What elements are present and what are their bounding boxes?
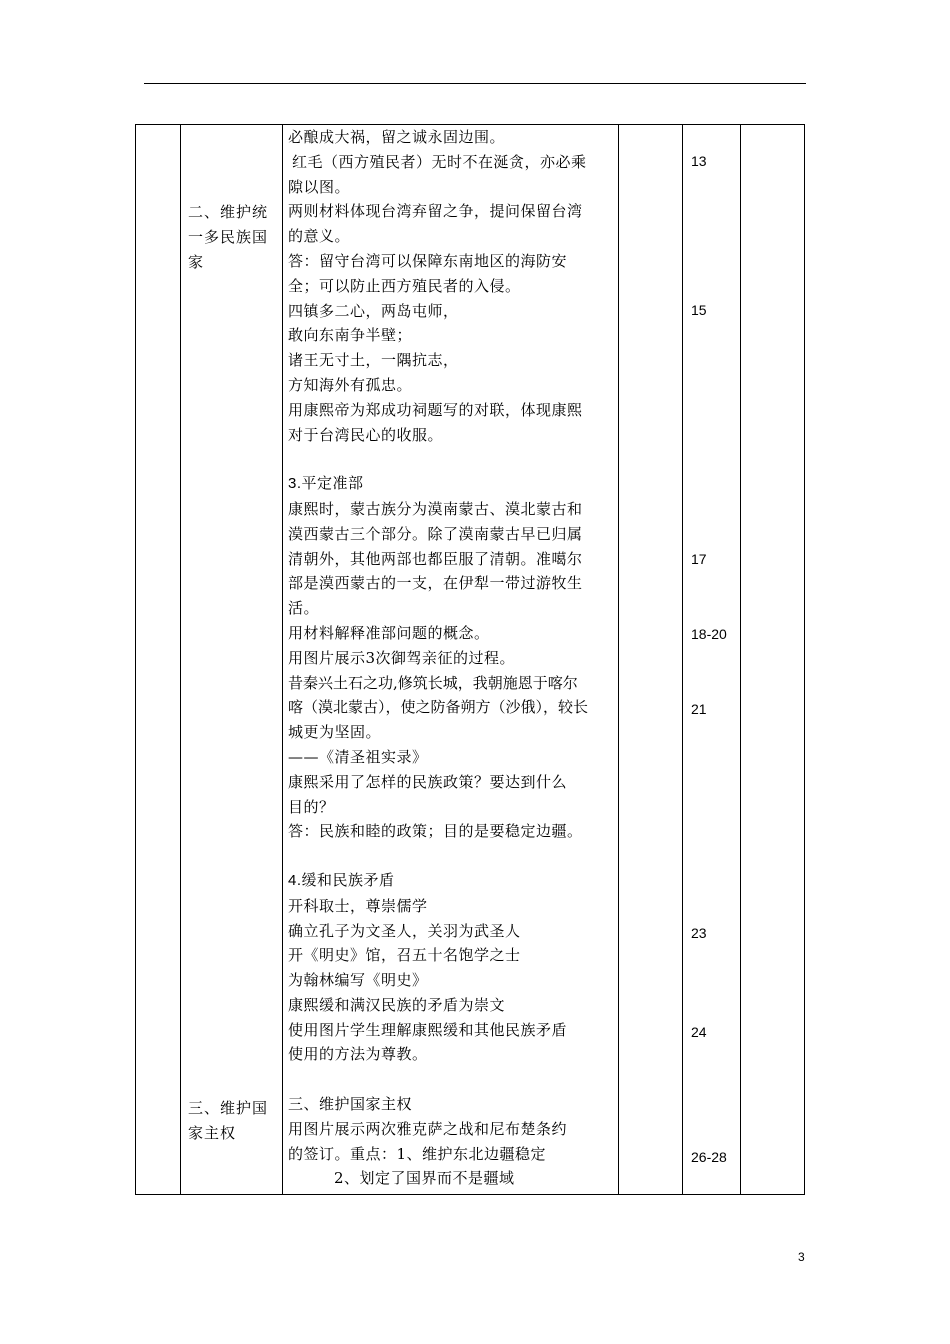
content-line: 敢向东南争半壁； [288, 326, 413, 345]
slide-number: 24 [691, 1024, 707, 1040]
content-line: 的意义。 [288, 227, 351, 246]
content-line: 确立孔子为文圣人，关羽为武圣人 [288, 921, 521, 940]
header-rule [144, 83, 806, 84]
content-line: 红毛（西方殖民者）无时不在涎贪，亦必乘 [292, 152, 587, 171]
slide-number: 26-28 [691, 1149, 727, 1165]
column-divider [180, 125, 181, 1194]
citation: ——《清圣祖实录》 [288, 747, 428, 766]
content-line: 用图片展示两次雅克萨之战和尼布楚条约 [288, 1119, 568, 1138]
column-divider [682, 125, 683, 1194]
content-line: 全；可以防止西方殖民者的入侵。 [288, 276, 521, 295]
content-line: 使用的方法为尊教。 [288, 1045, 428, 1064]
content-line: 诸王无寸土，一隅抗志， [288, 351, 459, 370]
content-line: 方知海外有孤忠。 [288, 375, 413, 394]
content-line: 使用图片学生理解康熙缓和其他民族矛盾 [288, 1020, 568, 1039]
content-line: 答：留守台湾可以保障东南地区的海防安 [288, 251, 568, 270]
subheading-section-3: 三、维护国家主权 [288, 1095, 413, 1114]
content-line: 答：民族和睦的政策；目的是要稳定边疆。 [288, 822, 583, 841]
content-line: 必酿成大祸，留之诚永固边围。 [288, 128, 506, 146]
page-number: 3 [798, 1250, 805, 1264]
slide-number: 18-20 [691, 626, 727, 642]
content-line: 2、划定了国界而不是疆域 [334, 1169, 515, 1188]
content-line: 的签订。重点：1、维护东北边疆稳定 [288, 1144, 547, 1163]
slide-number: 13 [691, 153, 707, 169]
content-line: 用康熙帝为郑成功祠题写的对联，体现康熙 [288, 400, 583, 419]
column-divider [618, 125, 619, 1194]
content-line: 城更为坚固。 [288, 723, 382, 742]
slide-number: 17 [691, 551, 707, 567]
blank-line [288, 844, 618, 869]
subheading-pingding-zhunbu: 3.平定准部 [288, 475, 364, 493]
content-line: 清朝外，其他两部也都臣服了清朝。准噶尔 [288, 549, 583, 568]
content-line: 康熙采用了怎样的民族政策？要达到什么 [288, 772, 568, 791]
column-divider [740, 125, 741, 1194]
content-line: 开《明史》馆，召五十名饱学之士 [288, 946, 521, 965]
content-line: 部是漠西蒙古的一支，在伊犁一带过游牧生 [288, 574, 583, 593]
blank-line [288, 447, 618, 472]
content-line: 喀（漠北蒙古），使之防备朔方（沙俄），较长 [288, 698, 589, 717]
lesson-content [288, 125, 618, 1191]
column-divider [282, 125, 283, 1194]
content-line: 开科取士，尊崇儒学 [288, 896, 428, 915]
subheading-huanhe-minzu-maodun: 4.缓和民族矛盾 [288, 871, 395, 889]
content-line: 四镇多二心，两岛屯师， [288, 301, 459, 320]
slide-number: 21 [691, 701, 707, 717]
content-line: 康熙时，蒙古族分为漠南蒙古、漠北蒙古和 [288, 499, 583, 518]
content-line: 用图片展示3次御驾亲征的过程。 [288, 648, 516, 667]
content-line: 目的？ [288, 797, 335, 816]
slide-number: 23 [691, 925, 707, 941]
topic-section-3: 三、维护国家主权 [188, 1099, 269, 1142]
content-line: 为翰林编写《明史》 [288, 971, 428, 990]
content-line: 康熙缓和满汉民族的矛盾为崇文 [288, 995, 506, 1014]
content-line: 隙以图。 [288, 177, 351, 196]
content-line: 活。 [288, 599, 320, 618]
lesson-plan-table [135, 124, 805, 1195]
content-line: 两则材料体现台湾弃留之争，提问保留台湾 [288, 202, 583, 221]
blank-line [288, 1067, 618, 1092]
content-line: 对于台湾民心的收服。 [288, 425, 444, 444]
content-line: 用材料解释准部问题的概念。 [288, 623, 490, 642]
content-line: 漠西蒙古三个部分。除了漠南蒙古早已归属 [288, 524, 583, 543]
topic-section-2: 二、维护统一多民族国家 [188, 203, 269, 271]
slide-number: 15 [691, 302, 707, 318]
content-line: 昔秦兴土石之功,修筑长城，我朝施恩于喀尔 [288, 673, 578, 692]
